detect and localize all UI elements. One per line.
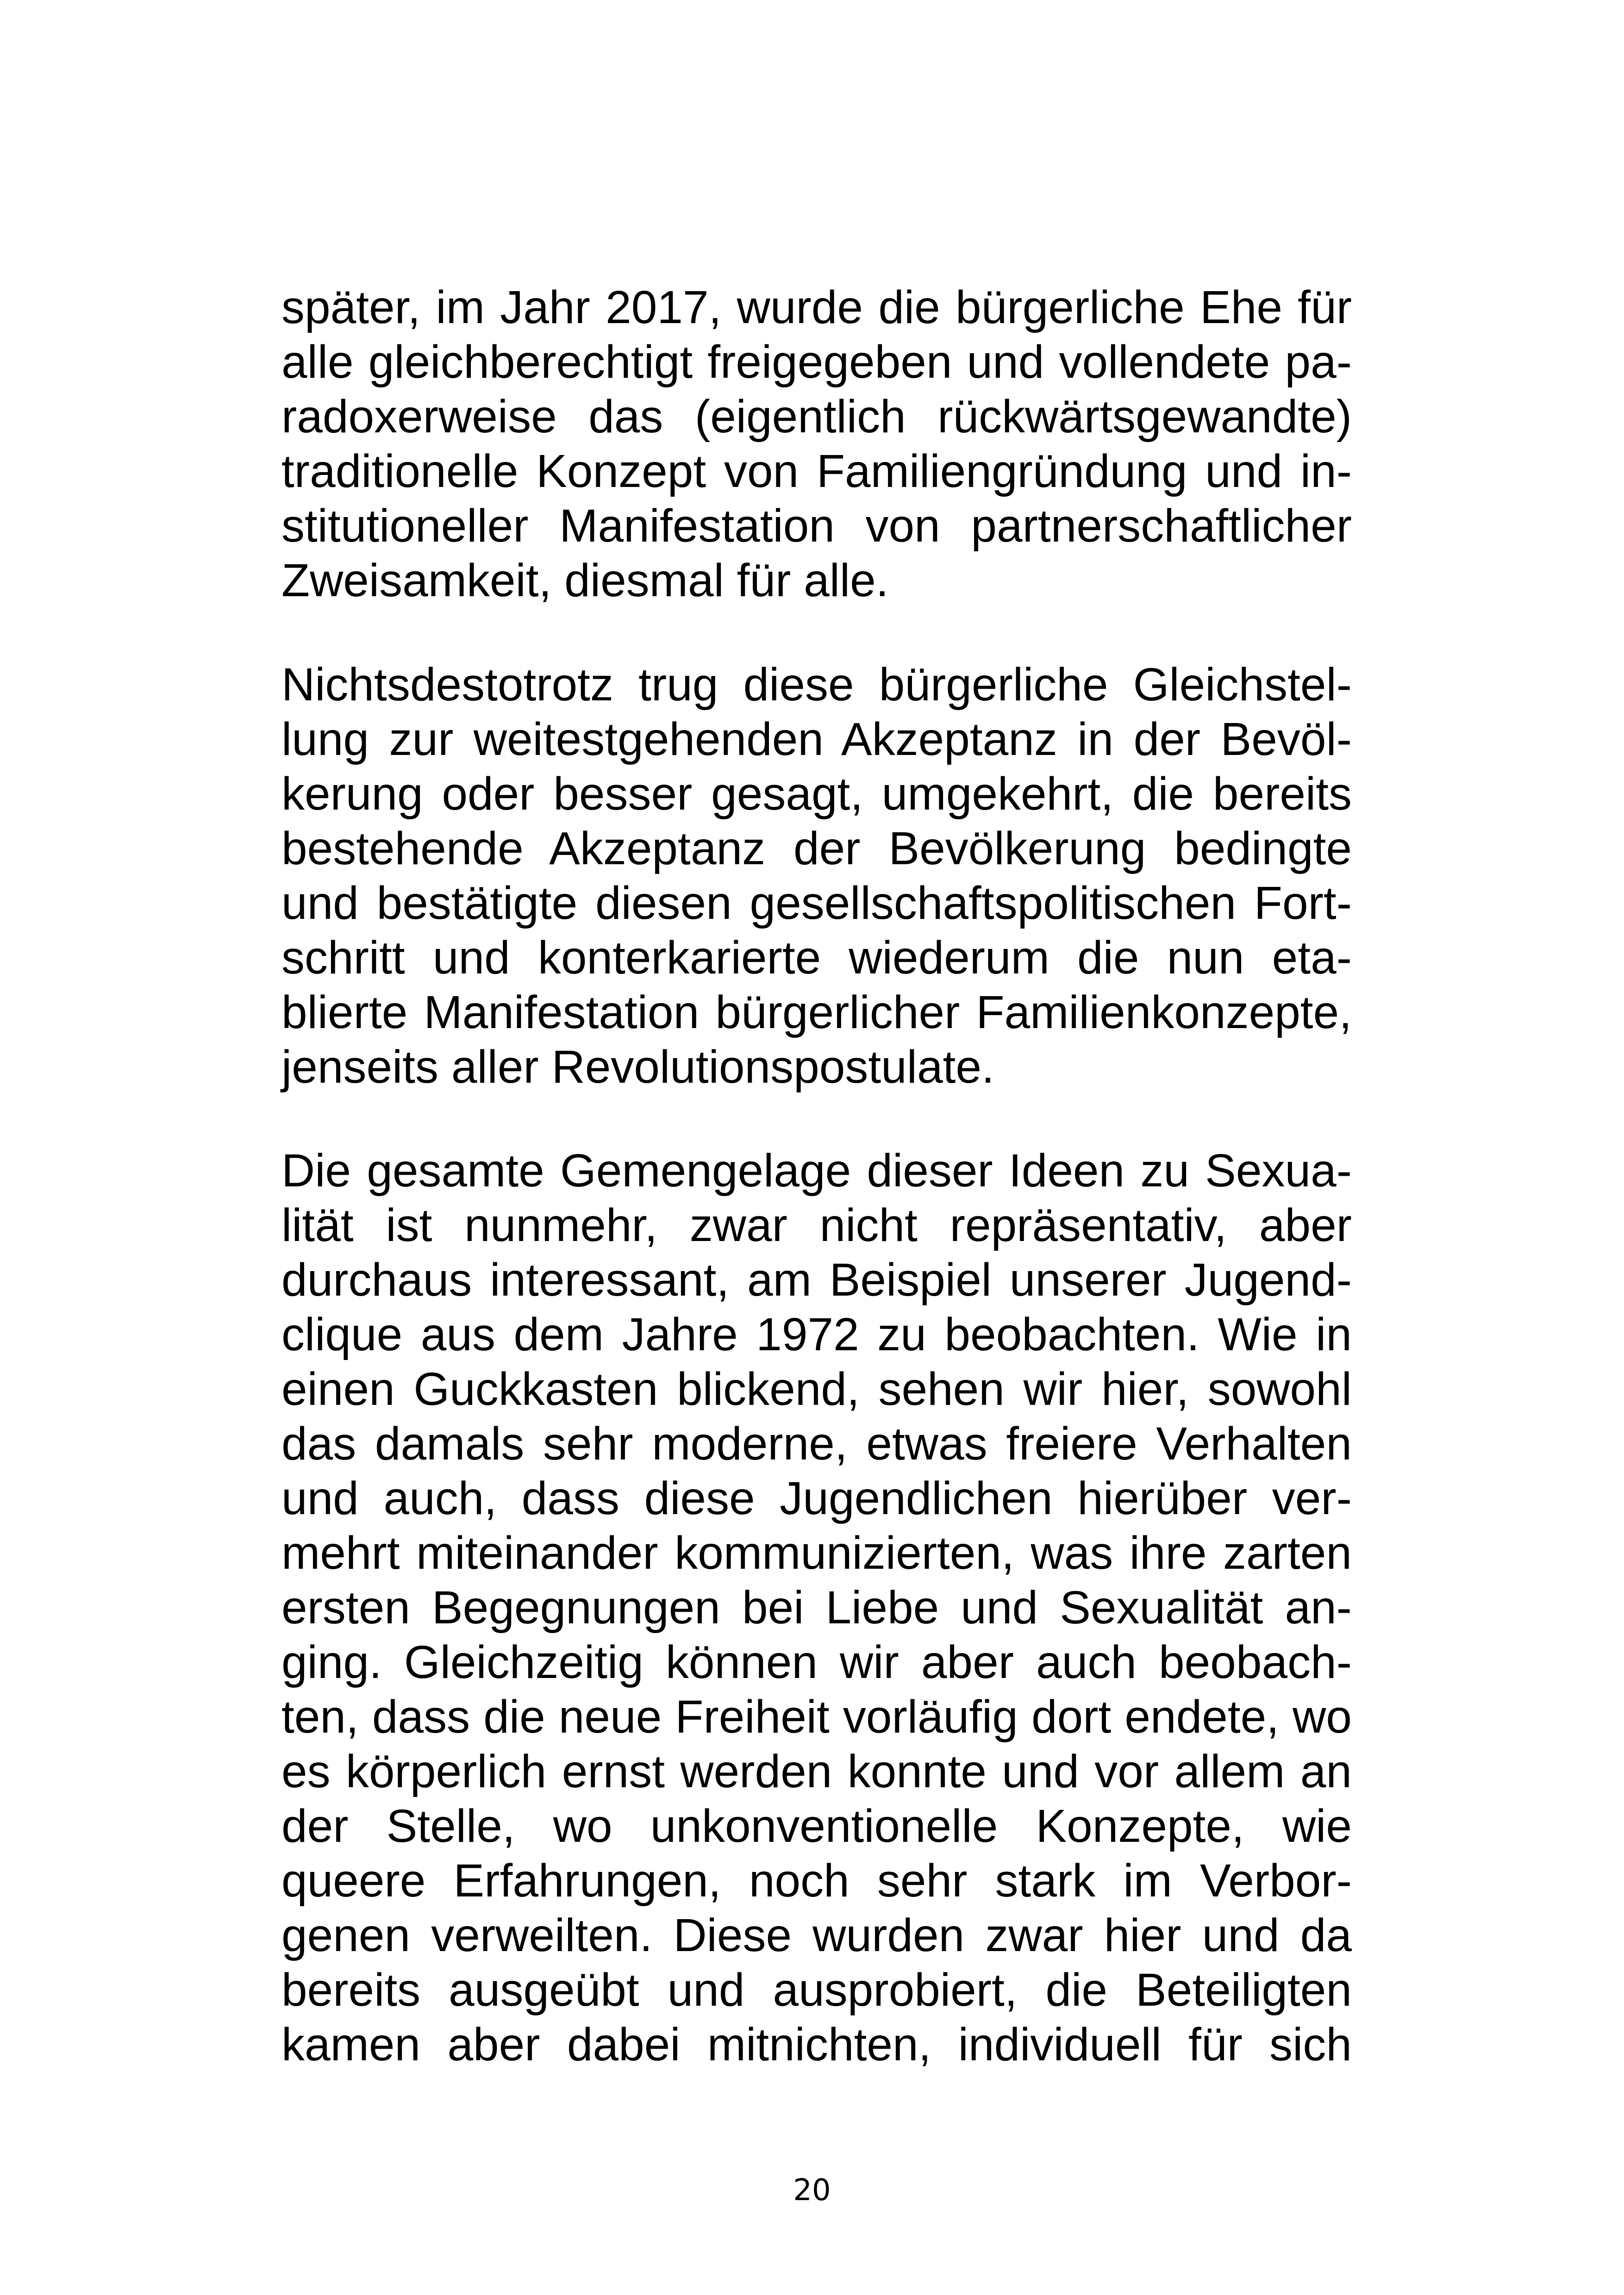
text-line: kerung oder besser gesagt, umgekehrt, die bereits: [281, 768, 1352, 820]
text-line: lung zur weitestgehenden Akzeptanz in der Bevöl-: [281, 713, 1352, 765]
text-line: der Stelle, wo unkonventionelle Konzepte, wie: [281, 1800, 1352, 1852]
page-number: 20: [793, 2173, 831, 2208]
text-line: bereits ausgeübt und ausprobiert, die Beteiligten: [281, 1964, 1352, 2016]
paragraph-2: [281, 657, 1352, 1094]
text-line: traditionelle Konzept von Familiengründung und in-: [281, 445, 1352, 497]
text-line: und auch, dass diese Jugendlichen hierüber ver-: [281, 1472, 1352, 1524]
text-line: später, im Jahr 2017, wurde die bürgerliche Ehe für: [281, 281, 1352, 333]
text-line: es körperlich ernst werden konnte und vor allem an: [281, 1746, 1352, 1797]
paragraph-1: [281, 280, 1352, 608]
text-line: lität ist nunmehr, zwar nicht repräsentativ, aber: [281, 1199, 1352, 1251]
text-line: queere Erfahrungen, noch sehr stark im Verbor-: [281, 1855, 1352, 1907]
text-line: stitutioneller Manifestation von partnerschaftlicher: [281, 500, 1352, 552]
text-line: blierte Manifestation bürgerlicher Familienkonzepte,: [281, 986, 1352, 1038]
text-line: Die gesamte Gemengelage dieser Ideen zu Sexua-: [281, 1145, 1352, 1197]
text-line: einen Guckkasten blickend, sehen wir hier, sowohl: [281, 1363, 1352, 1415]
text-line: jenseits aller Revolutionspostulate.: [281, 1041, 994, 1093]
text-line: schritt und konterkarierte wiederum die nun eta-: [281, 932, 1352, 984]
text-line: Zweisamkeit, diesmal für alle.: [281, 555, 889, 606]
text-line: genen verweilten. Diese wurden zwar hier und da: [281, 1909, 1352, 1961]
text-line: kamen aber dabei mitnichten, individuell für sich: [281, 2019, 1352, 2070]
text-line: radoxerweise das (eigentlich rückwärtsgewandte): [281, 391, 1352, 443]
text-line: durchaus interessant, am Beispiel unserer Jugend-: [281, 1254, 1352, 1306]
text-line: das damals sehr moderne, etwas freiere Verhalten: [281, 1418, 1352, 1470]
paragraph-3: [281, 1143, 1352, 2072]
text-line: bestehende Akzeptanz der Bevölkerung bedingte: [281, 823, 1352, 874]
text-line: alle gleichberechtigt freigegeben und vollendete pa-: [281, 336, 1352, 388]
text-line: mehrt miteinander kommunizierten, was ihre zarten: [281, 1527, 1352, 1579]
text-line: und bestätigte diesen gesellschaftspolitischen Fort-: [281, 877, 1352, 929]
text-line: clique aus dem Jahre 1972 zu beobachten. Wie in: [281, 1309, 1352, 1360]
text-line: ersten Begegnungen bei Liebe und Sexualität an-: [281, 1582, 1352, 1634]
text-line: Nichtsdestotrotz trug diese bürgerliche Gleichstel-: [281, 659, 1352, 711]
text-line: ging. Gleichzeitig können wir aber auch beobach-: [281, 1636, 1352, 1688]
text-line: ten, dass die neue Freiheit vorläufig dort endete, wo: [281, 1691, 1352, 1743]
